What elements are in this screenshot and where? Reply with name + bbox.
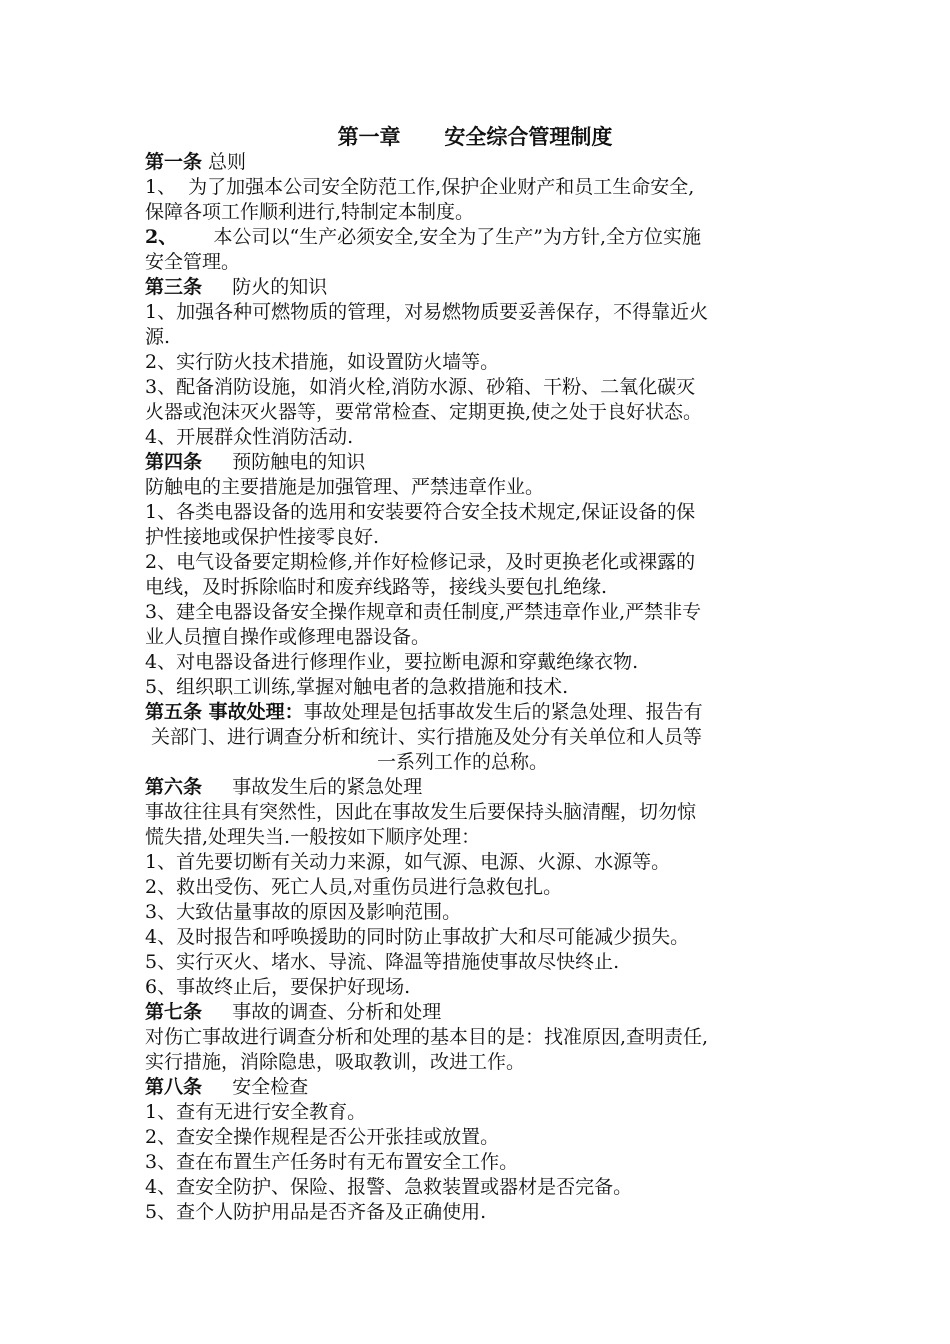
line-text: 2、实行防火技术措施，如设置防火墙等。 (145, 351, 500, 373)
article-heading-line (145, 775, 820, 800)
article-number: 第四条 (145, 451, 203, 473)
article-heading-line (145, 1000, 820, 1025)
text-line (145, 950, 820, 975)
line-text: 3、查在布置生产任务时有无布置安全工作。 (145, 1151, 519, 1173)
line-text: 电线，及时拆除临时和废弃线路等，接线头要包扎绝缘. (145, 576, 608, 598)
line-text: 3、配备消防设施，如消火栓,消防水源、砂箱、干粉、二氧化碳灭 (145, 376, 696, 398)
text-line (145, 375, 820, 400)
line-text: 护性接地或保护性接零良好. (145, 526, 380, 548)
line-text: 慌失措,处理失当.一般按如下顺序处理： (145, 826, 481, 848)
line-text: 对伤亡事故进行调查分析和处理的基本目的是：找准原因,查明责任, (145, 1026, 709, 1048)
line-text: 事故发生后的紧急处理 (202, 776, 423, 798)
text-line (145, 625, 820, 650)
article-heading-line (145, 450, 820, 475)
article-heading-line (145, 150, 820, 175)
article-number: 第三条 (145, 276, 203, 298)
text-line (145, 650, 820, 675)
document-body (145, 150, 820, 1225)
line-text: 安全检查 (202, 1076, 309, 1098)
line-text: 1、各类电器设备的选用和安装要符合安全技术规定,保证设备的保 (145, 501, 696, 523)
article-number: 第八条 (145, 1076, 203, 1098)
text-line (145, 875, 820, 900)
text-line (145, 200, 820, 225)
text-line (145, 800, 820, 825)
text-line (145, 975, 820, 1000)
line-text: 2、救出受伤、死亡人员,对重伤员进行急救包扎。 (145, 876, 563, 898)
line-text: 实行措施，消除隐患，吸取教训，改进工作。 (145, 1051, 526, 1073)
text-line (145, 850, 820, 875)
text-line (145, 550, 820, 575)
line-text: 火器或泡沫灭火器等，要常常检查、定期更换,使之处于良好状态。 (145, 401, 703, 423)
article-number: 第五条 事故处理： (145, 701, 304, 723)
text-line (145, 1125, 820, 1150)
line-text: 4、及时报告和呼唤援助的同时防止事故扩大和尽可能减少损失。 (145, 926, 690, 948)
line-text: 源. (145, 326, 171, 348)
text-line (145, 825, 820, 850)
line-text: 3、建全电器设备安全操作规章和责任制度,严禁违章作业,严禁非专 (145, 601, 702, 623)
line-text: 安全管理。 (145, 251, 241, 273)
line-text: 一系列工作的总称。 (376, 751, 548, 773)
line-text: 防火的知识 (202, 276, 328, 298)
line-text: 1、首先要切断有关动力来源，如气源、电源、火源、水源等。 (145, 851, 671, 873)
text-line (145, 425, 820, 450)
line-text: 5、组织职工训练,掌握对触电者的急救措施和技术. (145, 676, 569, 698)
line-text: 2、查安全操作规程是否公开张挂或放置。 (145, 1126, 500, 1148)
line-text: 1、加强各种可燃物质的管理，对易燃物质要妥善保存，不得靠近火 (145, 301, 709, 323)
line-text: 事故的调查、分析和处理 (202, 1001, 442, 1023)
line-text: 1、查有无进行安全教育。 (145, 1101, 367, 1123)
line-text: 本公司以“生产必须安全,安全为了生产”为方针,全方位实施 (177, 226, 701, 248)
text-line (145, 350, 820, 375)
line-text: 事故往往具有突然性，因此在事故发生后要保持头脑清醒，切勿惊 (145, 801, 697, 823)
text-line (145, 575, 820, 600)
text-line (145, 675, 820, 700)
line-text: 总则 (202, 151, 247, 173)
text-line (145, 250, 820, 275)
line-text: 1、 为了加强本公司安全防范工作,保护企业财产和员工生命安全, (145, 176, 695, 198)
text-line (145, 325, 820, 350)
line-text: 2、电气设备要定期检修,并作好检修记录，及时更换老化或裸露的 (145, 551, 696, 573)
article-heading-line (145, 275, 820, 300)
chapter-title: 第一章 安全综合管理制度 (337, 124, 613, 149)
article-heading-line (145, 225, 820, 250)
text-line (145, 175, 820, 200)
article-number: 第一条 (145, 151, 203, 173)
line-text: 5、实行灭火、堵水、导流、降温等措施使事故尽快终止. (145, 951, 620, 973)
text-line (145, 1100, 820, 1125)
line-text: 保障各项工作顺利进行,特制定本制度。 (145, 201, 475, 223)
text-line (145, 400, 820, 425)
text-line (145, 300, 820, 325)
article-number: 第七条 (145, 1001, 203, 1023)
text-line (145, 1025, 820, 1050)
text-line (145, 725, 820, 750)
text-line (145, 500, 820, 525)
text-line (145, 1200, 820, 1225)
text-line (145, 900, 820, 925)
text-line (145, 600, 820, 625)
article-heading-line (145, 700, 820, 725)
line-text: 5、查个人防护用品是否齐备及正确使用. (145, 1201, 487, 1223)
line-text: 6、事故终止后，要保护好现场. (145, 976, 411, 998)
article-number: 第六条 (145, 776, 203, 798)
line-text: 防触电的主要措施是加强管理、严禁违章作业。 (145, 476, 545, 498)
line-text: 3、大致估量事故的原因及影响范围。 (145, 901, 462, 923)
text-line (145, 925, 820, 950)
article-heading-line (145, 1075, 820, 1100)
line-text: 预防触电的知识 (202, 451, 366, 473)
text-line (145, 1050, 820, 1075)
line-text: 4、开展群众性消防活动. (145, 426, 354, 448)
line-text: 4、对电器设备进行修理作业，要拉断电源和穿戴绝缘衣物. (145, 651, 639, 673)
line-text: 事故处理是包括事故发生后的紧急处理、报告有 (303, 701, 703, 723)
article-number: 2、 (145, 226, 178, 248)
line-text: 关部门、进行调查分析和统计、实行措施及处分有关单位和人员等 (145, 726, 703, 748)
text-line (145, 1175, 820, 1200)
text-line (145, 525, 820, 550)
line-text: 4、查安全防护、保险、报警、急救装置或器材是否完备。 (145, 1176, 633, 1198)
line-text: 业人员擅自操作或修理电器设备。 (145, 626, 431, 648)
text-line (145, 475, 820, 500)
text-line (145, 750, 820, 775)
text-line (145, 1150, 820, 1175)
